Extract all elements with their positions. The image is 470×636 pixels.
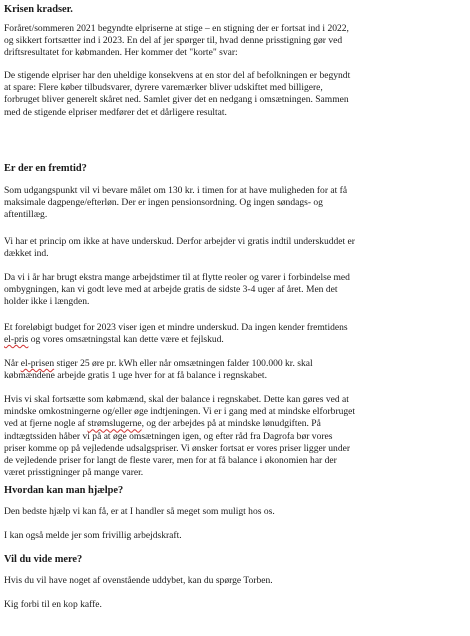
- paragraph-handler: [4, 506, 275, 518]
- paragraph-line: [4, 358, 313, 370]
- heading-vide-mere: Vil du vide mere?: [4, 554, 83, 565]
- paragraph-line: købmændene arbejde gratis 1 uge hver for at få balance i regnskabet.: [4, 370, 267, 382]
- paragraph-line: været prisstigninger på mange varer.: [4, 467, 144, 479]
- paragraph-line: Foråret/sommeren 2021 begyndte elpriserne at stige – en stigning der er fortsat ind i 2022,: [4, 23, 349, 34]
- paragraph-line: aftentillæg.: [4, 209, 48, 221]
- paragraph-line: priser komme op på vejledende udsalgspriser. Vi ønsker fortsat er vores priser ligger under: [4, 442, 351, 454]
- heading-fremtid: Er der en fremtid?: [4, 163, 87, 174]
- spellcheck-word: el-pris: [4, 334, 29, 346]
- heading-hjaelpe: Hvordan kan man hjælpe?: [4, 485, 124, 496]
- paragraph-konsekvens: [4, 70, 350, 119]
- paragraph-text: Når: [4, 358, 21, 369]
- paragraph-text: og vores omsætningstal kan dette være et fejlskud.: [28, 334, 224, 346]
- paragraph-line: [4, 334, 348, 346]
- paragraph-kaffe: [4, 599, 102, 611]
- paragraph-elpriser-intro: [4, 23, 349, 60]
- paragraph-text: stiger 25 øre pr. kWh eller når omsætningen falder 100.000 kr. skal: [54, 358, 313, 369]
- paragraph-torben: [4, 575, 273, 587]
- paragraph-line: ombygningen, kan vi godt leve med at arbejde gratis de sidste 3-4 uger af året. Men det: [4, 284, 338, 296]
- paragraph-budget-2023: [4, 322, 348, 346]
- paragraph-line: dækket ind.: [4, 248, 49, 260]
- paragraph-line: og sikkert fortsætter ind i 2023. En del af jer spørger til, hvad denne prisstigning gør ved: [4, 35, 343, 47]
- paragraph-line: Kig forbi til en kop kaffe.: [4, 599, 102, 610]
- paragraph-text: , og der arbejdes på at mindske lønudgiften. På: [141, 418, 321, 430]
- paragraph-line: I kan også melde jer som frivillig arbejdskraft.: [4, 530, 182, 541]
- spellcheck-word: el-prisen: [20, 358, 55, 369]
- paragraph-line: [4, 418, 355, 430]
- paragraph-line: holder ikke i længden.: [4, 296, 90, 308]
- paragraph-maal-130kr: [4, 185, 347, 222]
- paragraph-line: forbruget bliver generelt skåret ned. Samlet giver det en nedgang i omsætningen. Sammen: [4, 94, 349, 106]
- paragraph-line: Hvis vi skal fortsætte som købmænd, skal der balance i regnskabet. Dette kan gøres ved at: [4, 394, 349, 405]
- paragraph-line: maksimale dagpenge/efterløn. Der er ingen pensionsordning. Og ingen søndags- og: [4, 197, 323, 209]
- paragraph-balance: [4, 394, 355, 479]
- paragraph-line: at spare: Flere køber tilbudsvarer, dyrere varemærker bliver udskiftet med billigere,: [4, 82, 323, 94]
- paragraph-line: Vi har et princip om ikke at have underskud. Derfor arbejder vi gratis indtil underskuddet er: [4, 236, 355, 247]
- paragraph-line: de vejledende priser for langt de fleste varer, men for at få balance i økonomien har der: [4, 455, 337, 467]
- paragraph-underskud-princip: [4, 236, 355, 260]
- paragraph-line: indtægtssiden håber vi på at øge omsætningen igen, og efter råd fra Dagrofa bør vores: [4, 430, 333, 442]
- paragraph-line: Et foreløbigt budget for 2023 viser igen et mindre underskud. Da ingen kender fremtidens: [4, 322, 348, 333]
- paragraph-ombygning: [4, 272, 350, 309]
- spellcheck-word: strømslugerne: [87, 418, 142, 430]
- paragraph-line: med de stigende elpriser medfører det et dårligere resultat.: [4, 106, 227, 118]
- paragraph-line: De stigende elpriser har den uheldige konsekvens at en stor del af befolkningen er begyndt: [4, 70, 351, 81]
- paragraph-el-prisen: [4, 358, 313, 382]
- paragraph-line: mindske omkostningerne og/eller øge indtjeningen. Vi er i gang med at mindske elforbruget: [4, 406, 356, 418]
- paragraph-line: Som udgangspunkt vil vi bevare målet om 130 kr. i timen for at have muligheden for at få: [4, 185, 348, 196]
- paragraph-line: Den bedste hjælp vi kan få, er at I handler så meget som muligt hos os.: [4, 506, 275, 517]
- paragraph-line: driftsresultatet for købmanden. Her kommer det "korte" svar:: [4, 47, 238, 59]
- paragraph-frivillig: [4, 530, 182, 542]
- paragraph-line: Da vi i år har brugt ekstra mange arbejdstimer til at flytte reoler og varer i forbindelse med: [4, 272, 350, 283]
- paragraph-text: ved at fjerne nogle af: [4, 418, 88, 430]
- paragraph-line: Hvis du vil have noget af ovenstående uddybet, kan du spørge Torben.: [4, 575, 273, 586]
- heading-krisen-kradser: Krisen kradser.: [4, 4, 73, 15]
